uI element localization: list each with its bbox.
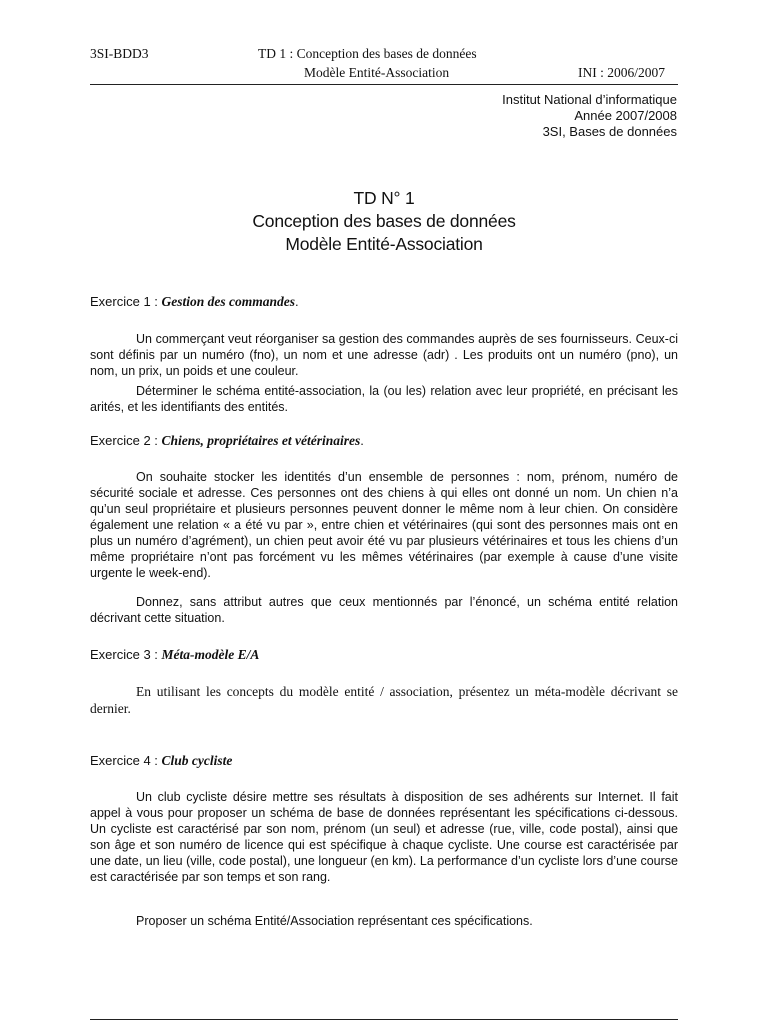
exercise-4-paragraph-1: Un club cycliste désire mettre ses résultats à disposition de ses adhérents sur Internet. Il fait appel à vous pour proposer un schéma de base de données représentant les spécifications ci-dessous. Un cycliste est caractérisé par son nom, prénom (un seul) et adresse (rue, ville, code postal), ainsi que son âge et son numéro de licence qui est spécifique à chaque cycliste. Une course est caractérisée par une date, un lieu (ville, code postal), une longueur (en km). La performance d’un cycliste lors d’une course est caractérisée par son temps et son rang. <box>90 790 678 884</box>
exercise-2-paragraph-2: Donnez, sans attribut autres que ceux mentionnés par l’énoncé, un schéma entité relation décrivant cette situation. <box>90 595 678 625</box>
header-code: 3SI-BDD3 <box>90 46 149 61</box>
institution-block <box>502 92 677 140</box>
exercise-3-heading <box>90 647 259 663</box>
title-line1: TD N° 1 <box>353 188 415 208</box>
header-rule <box>90 84 678 85</box>
institution-course: 3SI, Bases de données <box>542 124 677 139</box>
exercise-2-heading <box>90 433 364 449</box>
exercise-2-paragraph-1: On souhaite stocker les identités d’un ensemble de personnes : nom, prénom, numéro de sécurité sociale et adresse. Ces personnes ont des chiens à qui elles ont donné un nom. Un chien n’a qu’un seul propriétaire et plusieurs personnes peuvent donner le même nom à leur chien. On considère également une relation « a été vu par », entre chien et vétérinaires (qui sont des personnes mais ont en plus un numéro d’agrément), un chien peut avoir été vu par plusieurs vétérinaires et tous les chiens d’un même propriétaire n’ont pas forcément vu les mêmes vétérinaires (par exemple à cause d’une visite urgente le week-end). <box>90 470 678 580</box>
exercise-2-suffix: . <box>360 433 364 448</box>
exercise-3-title: Méta-modèle E/A <box>161 647 260 662</box>
title-line2: Conception des bases de données <box>252 211 516 231</box>
exercise-1-heading <box>90 294 299 310</box>
exercise-1-paragraph-1: Un commerçant veut réorganiser sa gestion des commandes auprès de ses fournisseurs. Ceux-ci sont définis par un numéro (fno), un nom et une adresse (adr) . Les produits ont un numéro (pno), un nom, un prix, un poids et une couleur. <box>90 332 678 378</box>
page-title <box>90 187 678 256</box>
exercise-1-label: Exercice 1 : <box>90 294 162 309</box>
exercise-3-label: Exercice 3 : <box>90 647 162 662</box>
exercise-4-paragraph-2: Proposer un schéma Entité/Association représentant ces spécifications. <box>136 914 533 928</box>
exercise-2-label: Exercice 2 : <box>90 433 162 448</box>
header-title-line2: Modèle Entité-Association <box>304 65 450 80</box>
title-line3: Modèle Entité-Association <box>285 234 483 254</box>
exercise-1-suffix: . <box>295 294 299 309</box>
institution-year: Année 2007/2008 <box>574 108 677 123</box>
exercise-1-title: Gestion des commandes <box>161 294 296 309</box>
footer-rule <box>90 1019 678 1020</box>
header-ini: INI : 2006/2007 <box>578 65 665 80</box>
exercise-4-heading <box>90 753 232 769</box>
exercise-1-paragraph-2: Déterminer le schéma entité-association, la (ou les) relation avec leur propriété, en précisant les arités, et les identifiants des entités. <box>90 384 678 414</box>
header-title-line1: TD 1 : Conception des bases de données <box>258 46 477 61</box>
institution-name: Institut National d’informatique <box>502 92 677 107</box>
exercise-2-title: Chiens, propriétaires et vétérinaires <box>161 433 361 448</box>
exercise-4-title: Club cycliste <box>161 753 233 768</box>
exercise-3-paragraph-1: En utilisant les concepts du modèle entité / association, présentez un méta-modèle décrivant se dernier. <box>90 684 678 716</box>
exercise-4-label: Exercice 4 : <box>90 753 162 768</box>
